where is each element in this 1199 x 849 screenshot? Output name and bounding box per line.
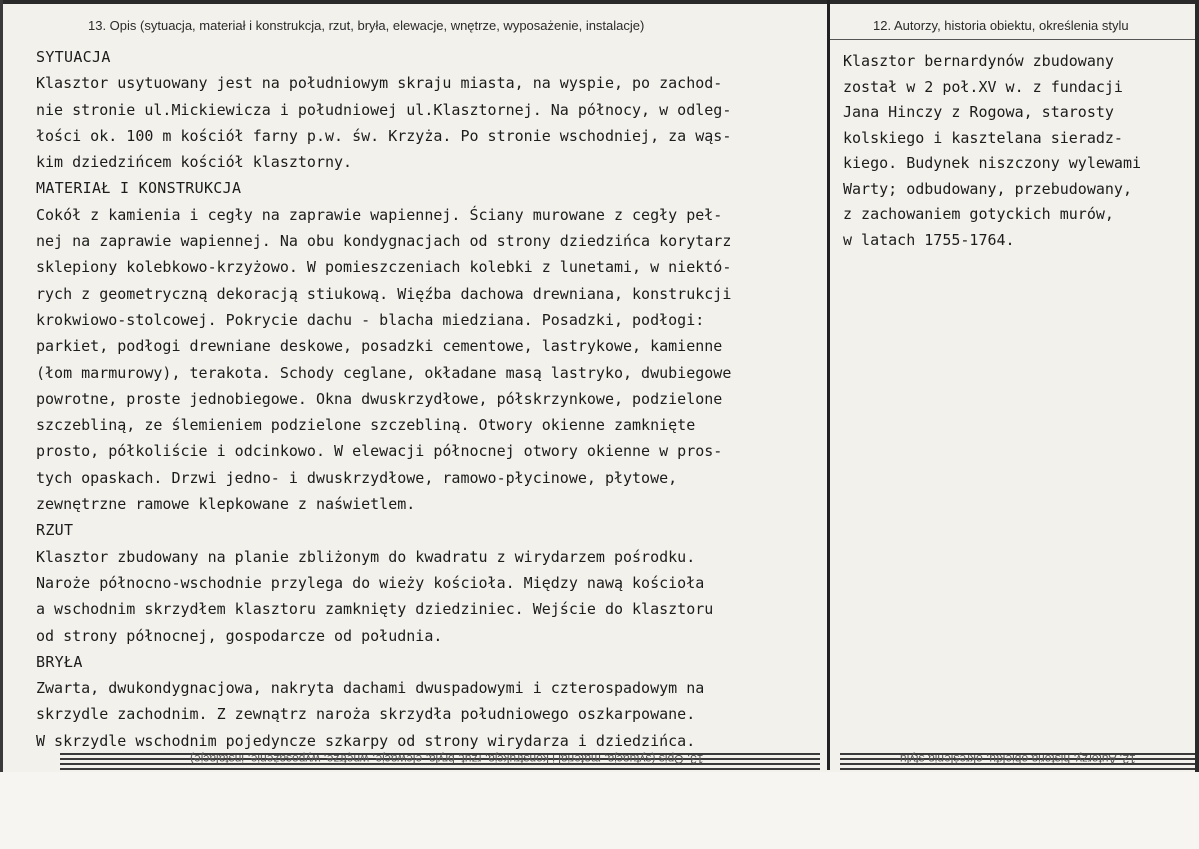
text-line: Klasztor zbudowany na planie zbliżonym do kwadratu z wirydarzem pośrodku. <box>36 547 696 566</box>
text-line: rych z geometryczną dekoracją stiukową. Więźba dachowa drewniana, konstrukcji <box>36 284 732 303</box>
section-heading: SYTUACJA <box>36 48 111 66</box>
bleed-through-text: 13. Opis (sytuacja, materiał i konstrukcja, rzut, bryła, elewacje, wnętrze, wyposażenie, instalacje) <box>190 752 704 766</box>
footer-wavy-band-right <box>840 749 1195 771</box>
text-line: zewnętrzne ramowe klepkowane z naświetlem. <box>36 495 416 514</box>
text-line: nie stronie ul.Mickiewicza i południowej ul.Klasztornej. Na północy, w odleg- <box>36 100 732 119</box>
text-line: Naroże północno-wschodnie przylega do wieży kościoła. Między nawą kościoła <box>36 573 705 592</box>
top-border <box>0 0 1199 4</box>
left-border <box>0 0 3 849</box>
text-line: nej na zaprawie wapiennej. Na obu kondygnacjach od strony dziedzińca korytarz <box>36 232 732 251</box>
right-border <box>1195 0 1199 849</box>
text-line: szczebliną, ze ślemieniem podzielone szczebliną. Otwory okienne zamknięte <box>36 416 696 435</box>
text-line: W skrzydle wschodnim pojedyncze szkarpy od strony wirydarza i dziedzińca. <box>36 731 696 750</box>
history-line: Klasztor bernardynów zbudowany <box>843 52 1114 70</box>
text-line: parkiet, podłogi drewniane deskowe, posadzki cementowe, lastrykowe, kamienne <box>36 337 723 356</box>
history-line: kolskiego i kasztelana sieradz- <box>843 128 1123 147</box>
section-heading: RZUT <box>36 521 74 540</box>
history-line: Jana Hinczy z Rogowa, starosty <box>843 103 1114 121</box>
text-line: kim dziedzińcem kościół klasztorny. <box>36 153 353 172</box>
left-column-header: 13. Opis (sytuacja, materiał i konstrukcja, rzut, bryła, elewacje, wnętrze, wyposażenie, instalacje) <box>88 18 645 33</box>
section-heading: MATERIAŁ I KONSTRUKCJA <box>36 179 242 198</box>
text-line: tych opaskach. Drzwi jedno- i dwuskrzydłowe, ramowo-płycinowe, płytowe, <box>36 468 678 487</box>
bottom-margin <box>0 772 1199 849</box>
text-line: Zwarta, dwukondygnacjowa, nakryta dachami dwuspadowymi i czterospadowym na <box>36 679 705 698</box>
text-line: Cokół z kamienia i cegły na zaprawie wapiennej. Ściany murowane z cegły peł- <box>36 205 723 224</box>
text-line: od strony północnej, gospodarcze od południa. <box>36 626 443 645</box>
text-line: łości ok. 100 m kościół farny p.w. św. Krzyża. Po stronie wschodniej, za wąs- <box>36 126 732 145</box>
text-line: (łom marmurowy), terakota. Schody ceglane, okładane masą lastryko, dwubiegowe <box>36 363 732 382</box>
text-line: Klasztor usytuowany jest na południowym skraju miasta, na wyspie, po zachod- <box>36 74 723 93</box>
text-line: sklepiony kolebkowo-krzyżowo. W pomieszczeniach kolebki z lunetami, w niektó- <box>36 258 732 277</box>
text-line: skrzydle zachodnim. Z zewnątrz naroża skrzydła południowego oszkarpowane. <box>36 705 696 724</box>
text-line: prosto, półkoliście i odcinkowo. W elewacji północnej otwory okienne w pros- <box>36 442 723 461</box>
bleed-through-text-right: 12. Autorzy, historia obiektu, określenia stylu <box>900 752 1136 766</box>
history-line: został w 2 poł.XV w. z fundacji <box>843 77 1123 96</box>
history-line: w latach 1755-1764. <box>843 230 1015 249</box>
right-column-header: 12. Autorzy, historia obiektu, określenia stylu <box>873 18 1129 33</box>
text-line: krokwiowo-stolcowej. Pokrycie dachu - blacha miedziana. Posadzki, podłogi: <box>36 310 705 329</box>
history-line: kiego. Budynek niszczony wylewami <box>843 154 1142 172</box>
header-rule <box>830 39 1195 40</box>
description-column <box>36 44 824 754</box>
section-heading: BRYŁA <box>36 652 83 671</box>
history-column <box>843 49 1193 253</box>
column-divider <box>827 0 830 770</box>
history-line: Warty; odbudowany, przebudowany, <box>843 179 1132 198</box>
history-line: z zachowaniem gotyckich murów, <box>843 205 1114 223</box>
text-line: a wschodnim skrzydłem klasztoru zamknięty dziedziniec. Wejście do klasztoru <box>36 600 714 619</box>
footer-wavy-band-left <box>60 749 820 771</box>
text-line: powrotne, proste jednobiegowe. Okna dwuskrzydłowe, półskrzynkowe, podzielone <box>36 389 723 408</box>
